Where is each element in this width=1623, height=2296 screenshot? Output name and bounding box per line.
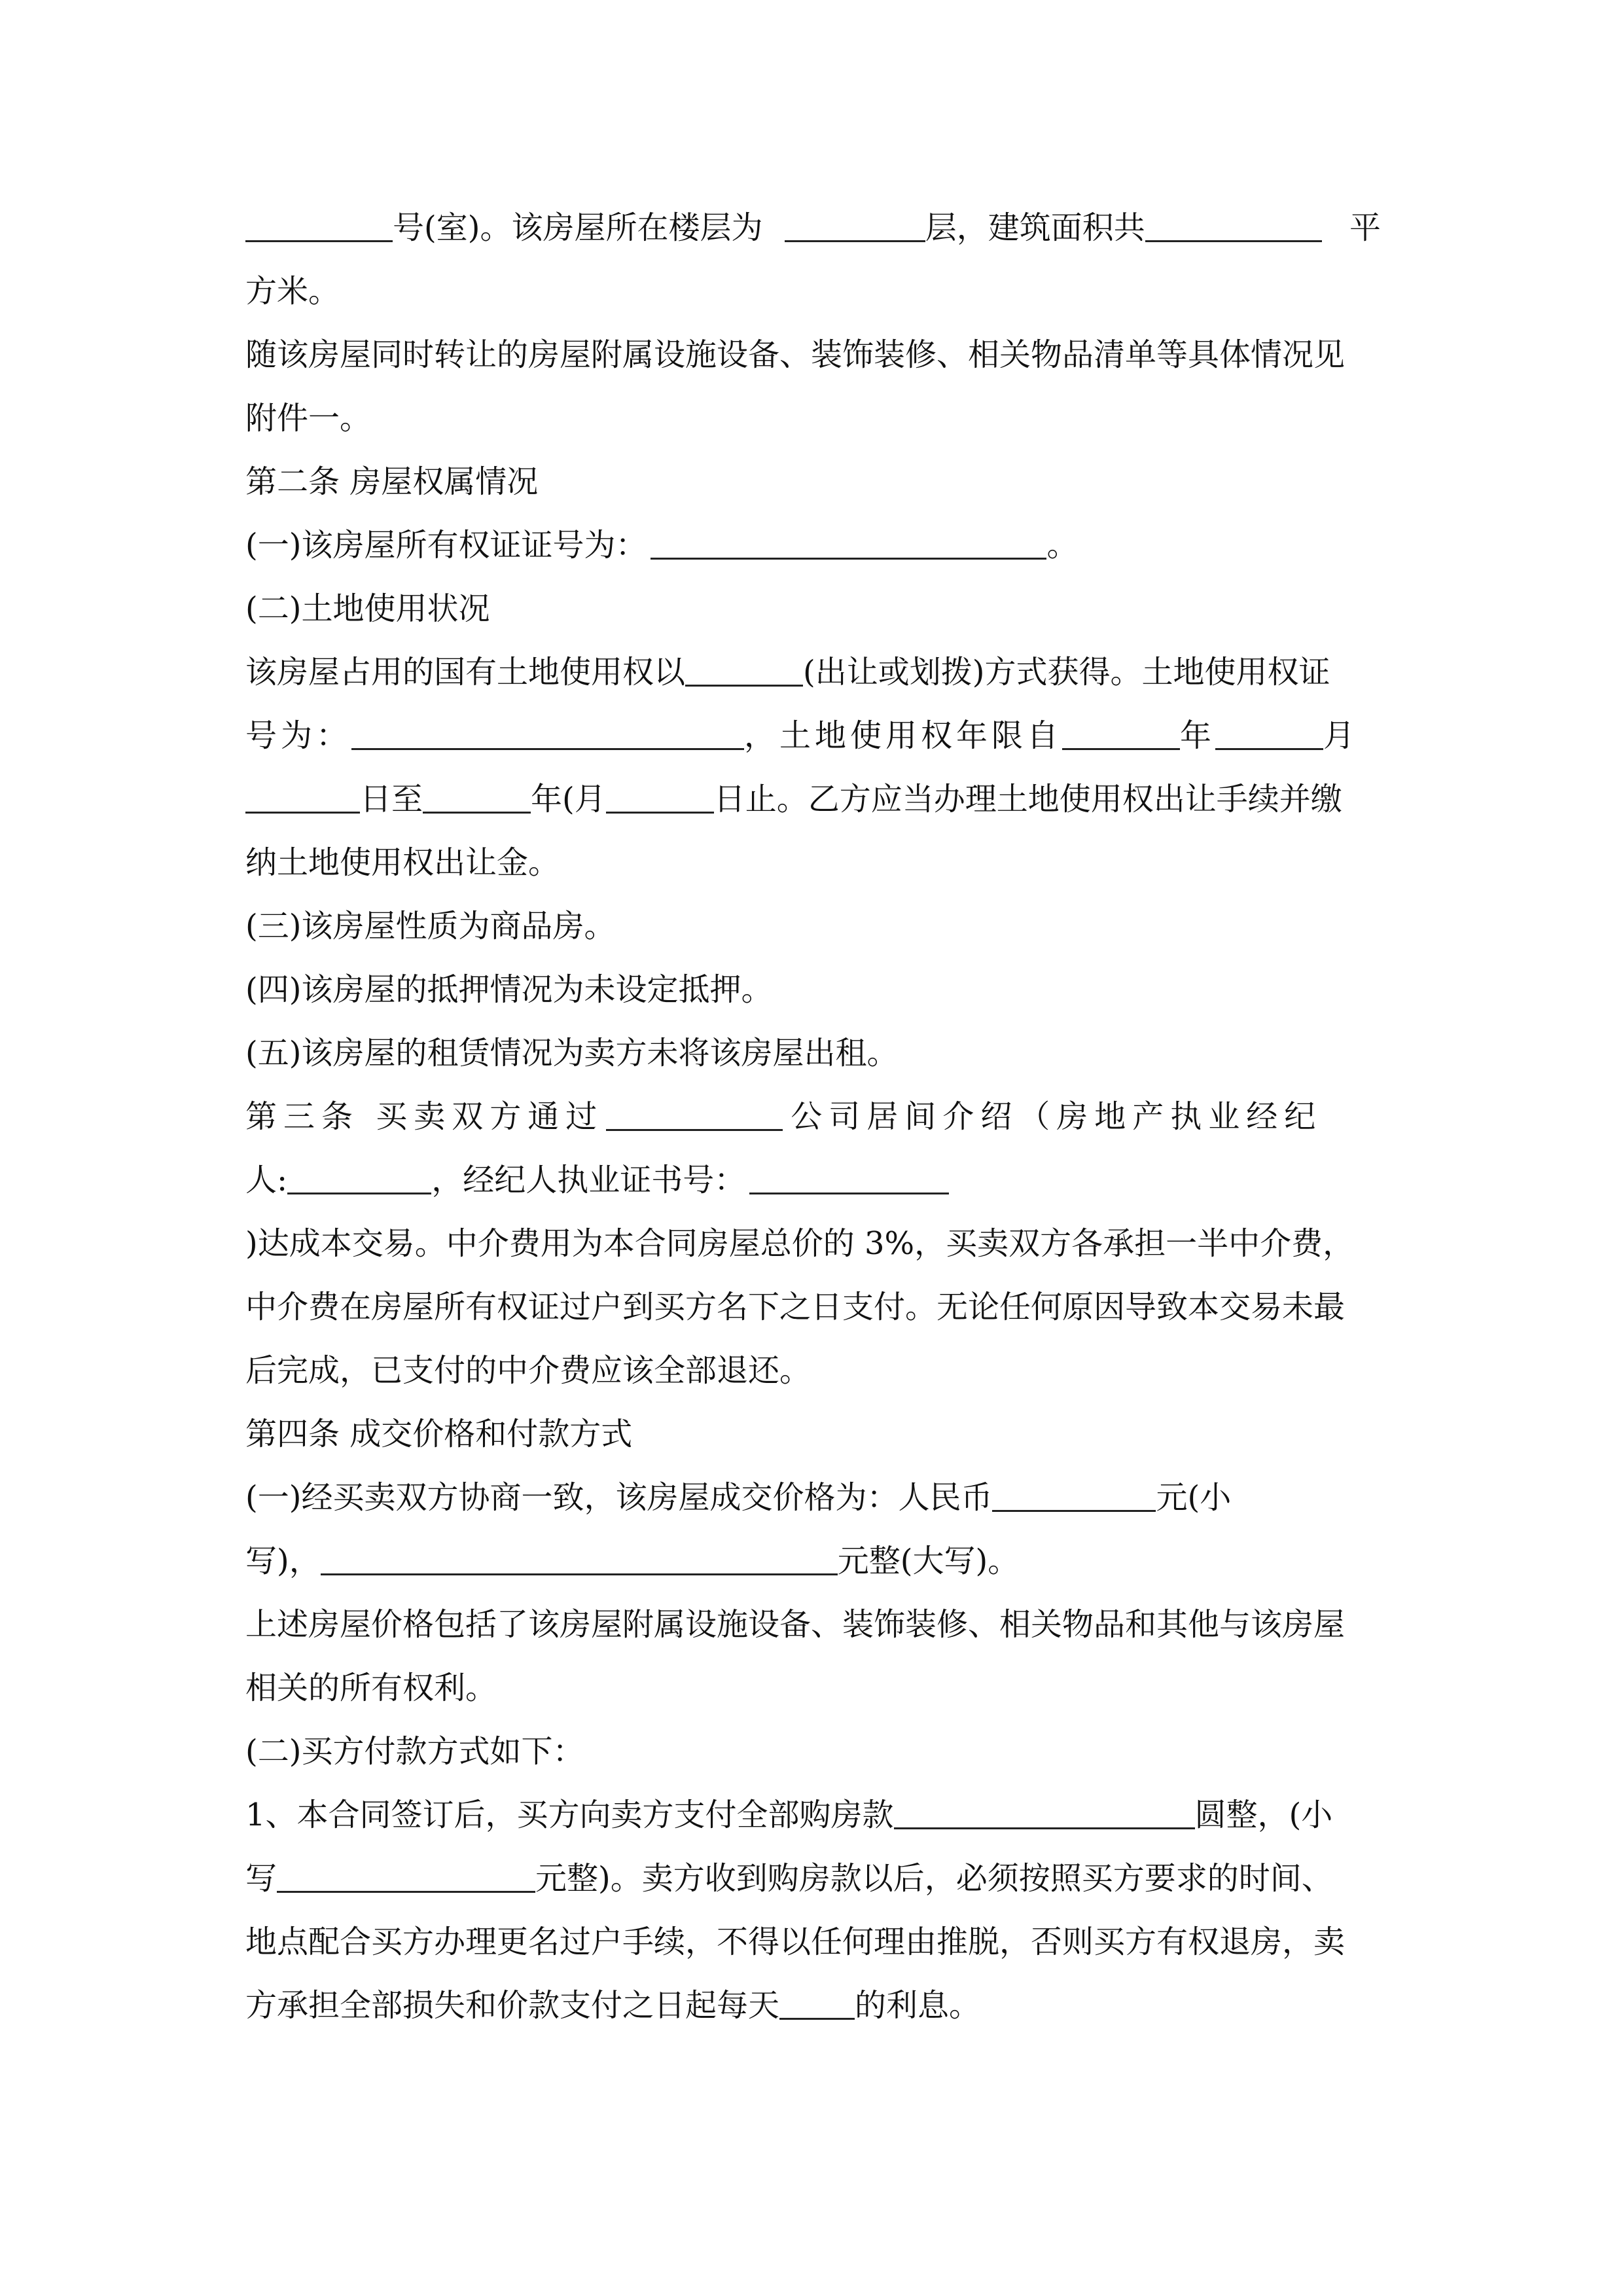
end-day-blank [606, 780, 714, 814]
end-year-blank [423, 780, 531, 814]
text: 号为： [245, 717, 352, 754]
text: 纳土地使用权出让金。 [245, 844, 560, 881]
heading-text: 第三条 买卖双方通过 [245, 1098, 604, 1135]
text-line [245, 1022, 1381, 1085]
text-line [245, 831, 1381, 895]
agency-blank [606, 1098, 783, 1131]
text-line [245, 1276, 1381, 1339]
text: 方米。 [245, 273, 340, 310]
text-line [245, 1466, 1381, 1530]
text-line [245, 1657, 1381, 1720]
text-line [245, 958, 1381, 1022]
text: (二)土地使用状况 [245, 590, 490, 627]
section-heading [245, 450, 1381, 514]
text: 1、本合同签订后，买方向卖方支付全部购房款 [245, 1797, 894, 1833]
text: ，经纪人执业证书号： [431, 1162, 746, 1198]
text: 的利息。 [855, 1987, 981, 2024]
agent-name-blank [287, 1161, 431, 1194]
text: 元整)。卖方收到购房款以后，必须按照买方要求的时间、 [535, 1860, 1333, 1897]
text: 层，建筑面积共 [925, 209, 1145, 246]
section-heading [245, 1085, 1381, 1149]
text: 日至 [360, 781, 423, 817]
text: )达成本交易。中介费用为本合同房屋总价的 3%，买卖双方各承担一半中介费， [245, 1225, 1355, 1262]
text: 。 [1046, 527, 1079, 564]
text: (二)买方付款方式如下： [245, 1733, 584, 1770]
text: 元整(大写)。 [837, 1543, 1020, 1579]
text-line [245, 1974, 1381, 2037]
text: 日止。乙方应当办理土地使用权出让手续并缴 [713, 781, 1342, 817]
text: ，土地使用权年限自 [744, 717, 1063, 754]
land-cert-blank [351, 717, 744, 750]
text: 年(月 [531, 781, 606, 817]
day-blank [245, 780, 360, 814]
text: 平 [1349, 209, 1381, 246]
payment-amount-blank [894, 1796, 1195, 1829]
land-method-blank [685, 653, 803, 687]
room-number-blank [245, 209, 393, 242]
heading-text: 第二条 房屋权属情况 [245, 463, 539, 500]
ownership-cert-blank [651, 526, 1046, 560]
text-line [245, 641, 1381, 704]
text-line [245, 704, 1381, 768]
text: 该房屋占用的国有土地使用权以 [245, 654, 686, 691]
payment-small-blank [277, 1859, 535, 1893]
text: 地点配合买方办理更名过户手续，不得以任何理由推脱，否则买方有权退房，卖 [245, 1924, 1346, 1960]
text: 中介费在房屋所有权证过户到买方名下之日支付。无论任何原因导致本交易未最 [245, 1289, 1346, 1325]
interest-blank [779, 1986, 855, 2020]
price-small-blank [992, 1479, 1156, 1512]
text-line [245, 323, 1381, 387]
text: 年 [1180, 717, 1216, 754]
text: (四)该房屋的抵押情况为未设定抵押。 [245, 971, 773, 1008]
text: 圆整，(小 [1194, 1797, 1333, 1833]
text: (出让或划拨)方式获得。土地使用权证 [803, 654, 1330, 691]
text-line [245, 768, 1381, 831]
text-line [245, 387, 1381, 450]
contract-body [245, 196, 1381, 2037]
text: 公司居间介绍（房地产执业经纪 [791, 1098, 1323, 1135]
text: 附件一。 [245, 400, 372, 437]
text-line [245, 1339, 1381, 1403]
text-line [245, 514, 1381, 577]
text-line [245, 1910, 1381, 1974]
text-line [245, 260, 1381, 323]
text-line [245, 1530, 1381, 1593]
text: (三)该房屋性质为商品房。 [245, 908, 616, 944]
text-line [245, 1149, 1381, 1212]
text: 人: [245, 1162, 288, 1198]
text: 月 [1323, 717, 1359, 754]
text: 相关的所有权利。 [245, 1670, 497, 1706]
year-blank [1062, 717, 1180, 750]
text: 写 [245, 1860, 277, 1897]
text: (一)该房屋所有权证证号为： [245, 527, 647, 564]
agent-cert-blank [749, 1161, 949, 1194]
price-large-blank [321, 1542, 838, 1575]
text: 元(小 [1156, 1479, 1232, 1516]
text-line [245, 1847, 1381, 1910]
text-line [245, 577, 1381, 641]
text: 后完成，已支付的中介费应该全部退还。 [245, 1352, 812, 1389]
text: (一)经买卖双方协商一致，该房屋成交价格为：人民币 [245, 1479, 993, 1516]
text: 随该房屋同时转让的房屋附属设施设备、装饰装修、相关物品清单等具体情况见 [245, 336, 1346, 373]
text: 号(室)。该房屋所在楼层为 [393, 209, 763, 246]
text: (五)该房屋的租赁情况为卖方未将该房屋出租。 [245, 1035, 899, 1071]
text-line [245, 895, 1381, 958]
text-line [245, 196, 1381, 260]
text-line [245, 1784, 1381, 1847]
text-line [245, 1720, 1381, 1784]
text: 上述房屋价格包括了该房屋附属设施设备、装饰装修、相关物品和其他与该房屋 [245, 1606, 1346, 1643]
text-line [245, 1212, 1381, 1276]
text: 方承担全部损失和价款支付之日起每天 [245, 1987, 780, 2024]
month-blank [1215, 717, 1323, 750]
area-blank [1145, 209, 1322, 242]
text: 写)， [245, 1543, 321, 1579]
floor-blank [785, 209, 925, 242]
text-line [245, 1593, 1381, 1657]
heading-text: 第四条 成交价格和付款方式 [245, 1416, 633, 1452]
section-heading [245, 1403, 1381, 1466]
